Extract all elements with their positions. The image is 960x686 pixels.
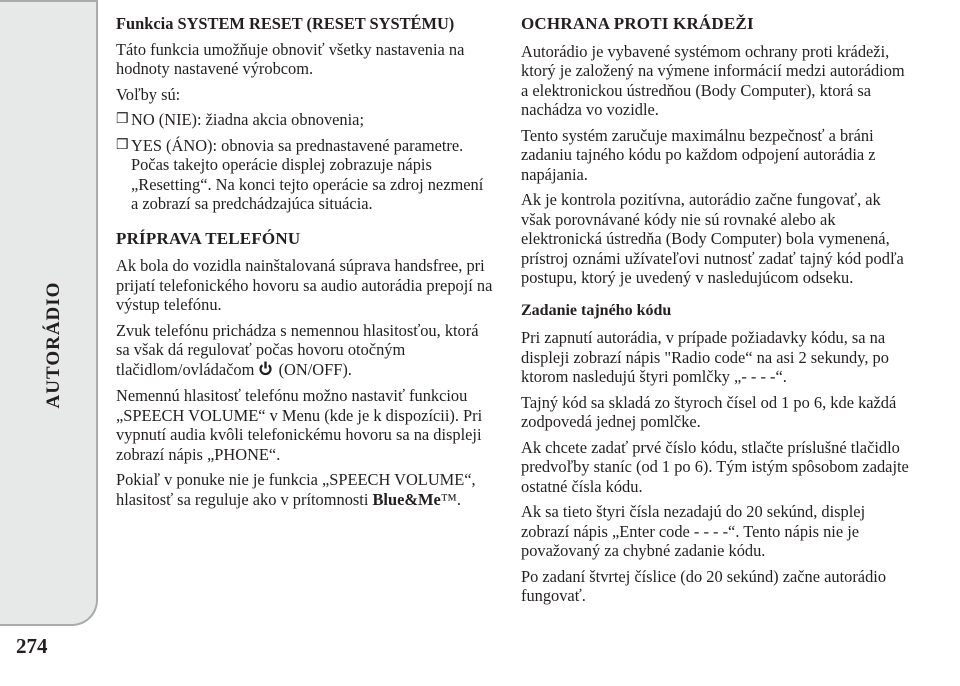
options-label: Voľby sú: (116, 84, 181, 104)
power-icon (259, 361, 272, 381)
right-column (521, 14, 913, 612)
phone-paragraph: Zvuk telefónu prichádza s nemennou hlasitosťou, ktorá sa však dá regulovať počas hovoru otočným tlačidlom/ovládačom (ON/OFF). (116, 320, 479, 379)
phone-heading: PRÍPRAVA TELEFÓNU (116, 228, 301, 248)
anti-theft-paragraph: Autorádio je vybavené systémom ochrany proti krádeži, ktorý je založený na výmene informácií medzi autorádiom a elektronickou ústredňou (Body Computer), ktorá sa nachádza vo vozidle. (521, 41, 905, 119)
secret-code-paragraph: Ak chcete zadať prvé číslo kódu, stlačte príslušné tlačidlo predvoľby staníc (od 1 po 6). Tým istým spôsobom zadajte ostatné čísla kódu. (521, 437, 909, 496)
anti-theft-heading: OCHRANA PROTI KRÁDEŽI (521, 14, 754, 33)
system-reset-heading: Funkcia SYSTEM RESET (RESET SYSTÉMU) (116, 14, 455, 33)
blue-me-brand: Blue&Me (372, 489, 441, 509)
left-column (116, 14, 494, 515)
checkbox-bullet-icon: ❒ (116, 112, 129, 127)
secret-code-heading: Zadanie tajného kódu (521, 301, 672, 319)
page-number: 274 (16, 634, 48, 658)
system-reset-intro: Táto funkcia umožňuje obnoviť všetky nastavenia na hodnoty nastavené výrobcom. (116, 39, 465, 78)
option-item: ❒ NO (NIE): žiadna akcia obnovenia; (116, 110, 365, 129)
phone-paragraph: Pokiaľ v ponuke nie je funkcia „SPEECH VOLUME“, hlasitosť sa reguluje ako v prítomnosti Blue&Me™. (116, 470, 476, 509)
anti-theft-paragraph: Ak je kontrola pozitívna, autorádio začne fungovať, ak však porovnávané kódy nie sú rovnaké alebo ak elektronická ústredňa (Body Computer) bola vymenená, prístroj oznámi užívateľovi nutnosť zadať tajný kód podľa postupu, ktorý je uvedený v nasledujúcom odseku. (521, 190, 904, 287)
checkbox-bullet-icon: ❒ (116, 137, 129, 153)
secret-code-paragraph: Ak sa tieto štyri čísla nezadajú do 20 sekúnd, displej zobrazí nápis „Enter code - - - -“. Tento nápis nie je považovaný za chybné zadanie kódu. (521, 502, 866, 560)
secret-code-paragraph: Tajný kód sa skladá zo štyroch čísel od 1 po 6, kde každá zodpovedá jednej pomlčke. (521, 392, 897, 431)
phone-paragraph: Nemennú hlasitosť telefónu možno nastaviť funkciou „SPEECH VOLUME“ v Menu (kde je k dispozícii). Pri vypnutí audia kvôli telefonickému hovoru sa na displeji zobrazí nápis „PHONE“. (116, 386, 483, 464)
option-item: ❒ YES (ÁNO): obnovia sa prednastavené parametre. Počas takejto operácie displej zobrazuje nápis „Resetting“. Na konci tejto operácie sa zdroj nezmení a zobrazí sa predchádzajúca situácia. (116, 135, 484, 213)
secret-code-paragraph: Pri zapnutí autorádia, v prípade požiadavky kódu, sa na displeji zobrazí nápis "Radio code“ na asi 2 sekundy, po ktorom nasledujú štyri pomlčky „- - - -“. (521, 328, 889, 386)
anti-theft-paragraph: Tento systém zaručuje maximálnu bezpečnosť a bráni zadaniu tajného kódu po každom odpojení autorádia z napájania. (521, 125, 876, 184)
phone-paragraph: Ak bola do vozidla nainštalovaná súprava handsfree, pri prijatí telefonického hovoru sa audio autorádia prepojí na výstup telefónu. (116, 256, 493, 314)
secret-code-paragraph: Po zadaní štvrtej číslice (do 20 sekúnd) začne autorádio fungovať. (521, 566, 887, 605)
